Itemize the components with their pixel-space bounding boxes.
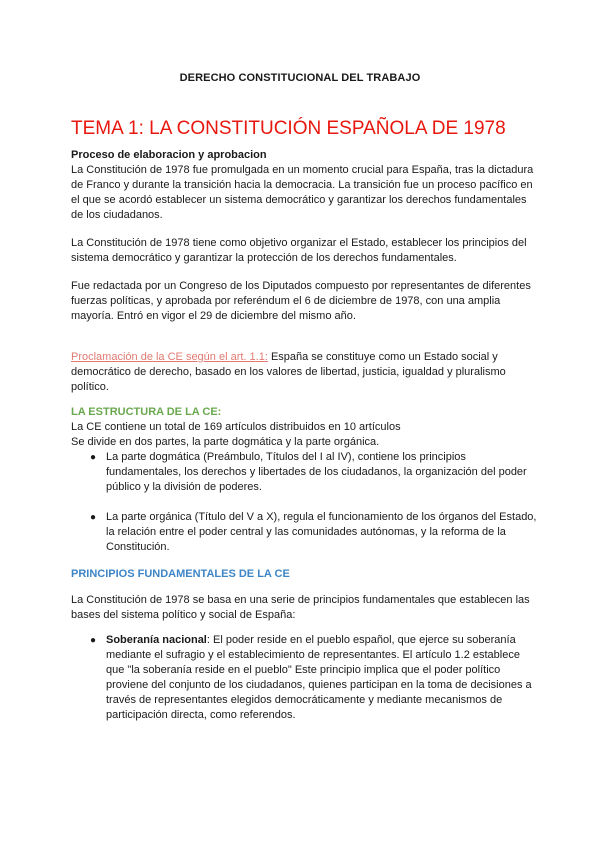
paragraph: La Constitución de 1978 tiene como objetivo organizar el Estado, establecer los principios del sistema democrático y garantizar la protección de los derechos fundamentales. [71,237,527,264]
principios-heading: PRINCIPIOS FUNDAMENTALES DE LA CE [71,568,290,580]
list-item [71,510,541,555]
paragraph: Fue redactada por un Congreso de los Diputados compuesto por representantes de diferentes fuerzas políticas, y aprobada por referéndum el 6 de diciembre de 1978, con una amplia mayoría. Entró en vigor el 29 de diciembre del mismo año. [71,280,531,322]
paragraph-line: La CE contiene un total de 169 artículos distribuidos en 10 artículos [71,421,401,433]
paragraph: La Constitución de 1978 fue promulgada en un momento crucial para España, tras la dictadura de Franco y durante la transición hacia la democracia. La transición fue un proceso pacífico en el que se acordó establecer un sistema democrático y garantizar los derechos fundamentales de los ciudadanos. [71,164,534,221]
proclamacion-text: España se constituye como un Estado social y democrático de derecho, basado en los valores de libertad, justicia, igualdad y pluralismo político. [71,351,506,393]
page-title: TEMA 1: LA CONSTITUCIÓN ESPAÑOLA DE 1978 [71,118,506,139]
section-heading [71,567,541,582]
section-estructura [71,405,541,555]
proclamacion-paragraph [71,350,541,395]
principios-list [71,633,541,723]
bullet-icon: ● [90,452,97,463]
list-item [71,633,541,723]
bullet-icon: ● [90,512,97,523]
section-heading: LA ESTRUCTURA DE LA CE: [71,406,222,418]
document-header: DERECHO CONSTITUCIONAL DEL TRABAJO [179,72,421,84]
list-item-text: La parte dogmática (Preámbulo, Títulos del I al IV), contiene los principios fundamentales, los derechos y libertades de los ciudadanos, la organización del poder público y la división de poderes. [106,451,527,493]
list-item-text: : El poder reside en el pueblo español, que ejerce su soberanía mediante el sufragio y el establecimiento de representantes. El artículo 1.2 establece que "la soberanía reside en el pueblo" Este principio implica que el poder político proviene del conjunto de los ciudadanos, quienes participan en la toma de decisiones a través de representantes elegidos democráticamente y mediante mecanismos de participación directa, como referendos. [106,634,532,721]
list-item-label: Soberanía nacional [106,634,207,646]
paragraph-line: Se divide en dos partes, la parte dogmática y la parte orgánica. [71,436,380,448]
list-item [71,450,541,495]
section-heading: Proceso de elaboracion y aprobacion [71,149,267,161]
list-item-text: La parte orgánica (Título del V a X), regula el funcionamiento de los órganos del Estado, la relación entre el poder central y las comunidades autónomas, y la reforma de la Constitución. [106,511,537,553]
paragraph: La Constitución de 1978 se basa en una serie de principios fundamentales que establecen las bases del sistema político y social de España: [71,594,530,621]
proclamacion-link[interactable]: Proclamación de la CE según el art. 1.1: [71,351,268,363]
bullet-icon: ● [90,635,97,646]
bullet-list [71,450,541,555]
bullet-list [71,633,541,723]
section-proceso [71,148,541,223]
